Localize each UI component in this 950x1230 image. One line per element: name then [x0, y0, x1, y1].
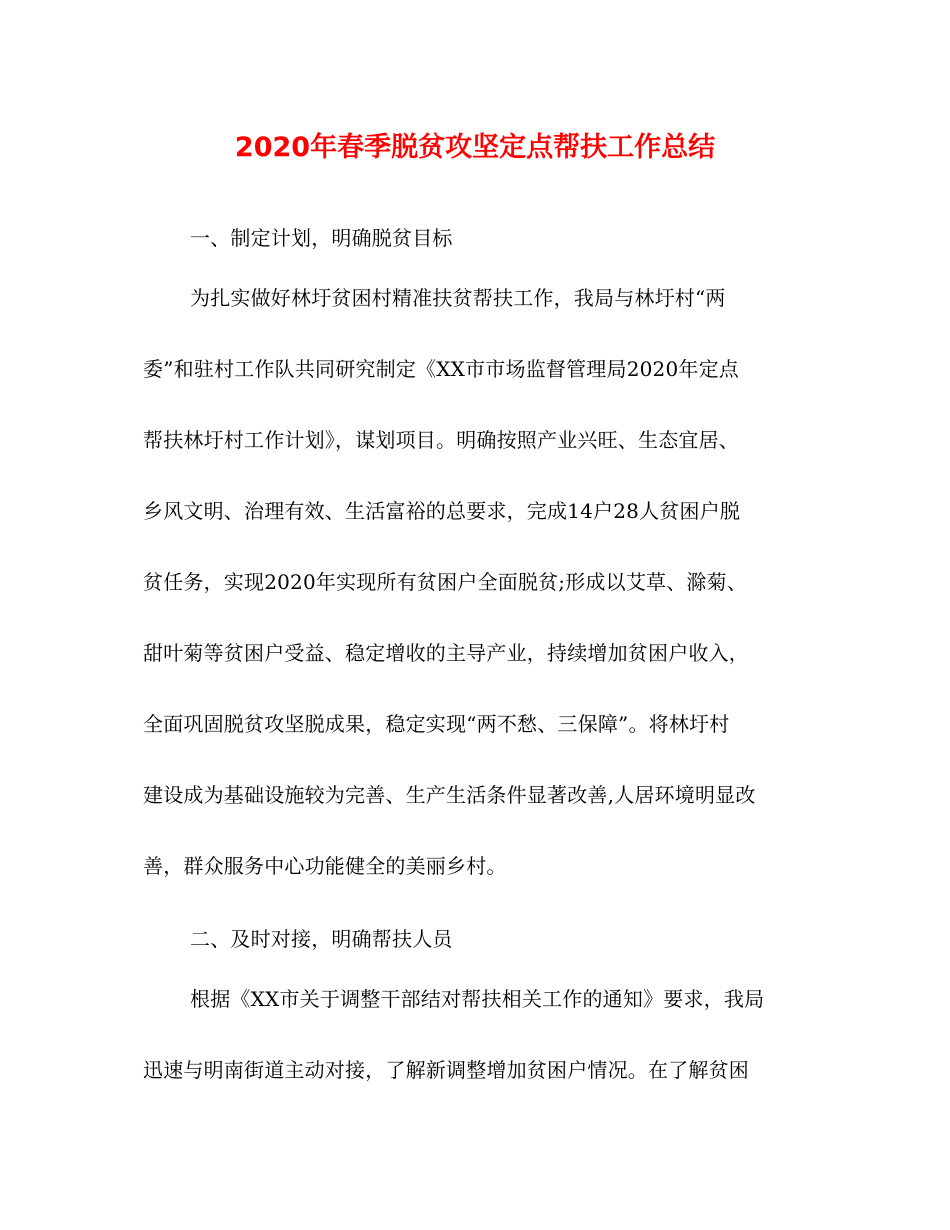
paragraph-line: 委”和驻村工作队共同研究制定《XX市市场监督管理局2020年定点: [143, 357, 739, 381]
document-title: 2020年春季脱贫攻坚定点帮扶工作总结: [234, 132, 716, 163]
paragraph-line: 善，群众服务中心功能健全的美丽乡村。: [143, 854, 507, 878]
paragraph-line: 甜叶菊等贫困户受益、稳定增收的主导产业，持续增加贫困户收入，: [143, 641, 749, 665]
section-heading-2: 二、及时对接，明确帮扶人员: [190, 927, 453, 951]
section-heading-1: 一、制定计划，明确脱贫目标: [190, 226, 453, 250]
paragraph-line: 全面巩固脱贫攻坚脱成果，稳定实现“两不愁、三保障”。将林圩村: [143, 712, 730, 736]
paragraph-line: 根据《XX市关于调整干部结对帮扶相关工作的通知》要求，我局: [190, 987, 765, 1011]
paragraph-line: 贫任务，实现2020年实现所有贫困户全面脱贫;形成以艾草、滁菊、: [143, 570, 748, 594]
paragraph-line: 帮扶林圩村工作计划》，谋划项目。明确按照产业兴旺、生态宜居、: [143, 428, 739, 452]
paragraph-line: 建设成为基础设施较为完善、生产生活条件显著改善,人居环境明显改: [143, 783, 756, 807]
paragraph-line: 为扎实做好林圩贫困村精准扶贫帮扶工作，我局与林圩村“两: [190, 286, 726, 310]
paragraph-line: 迅速与明南街道主动对接，了解新调整增加贫困户情况。在了解贫困: [143, 1058, 749, 1082]
paragraph-line: 乡风文明、治理有效、生活富裕的总要求，完成14户28人贫困户脱: [143, 499, 741, 523]
